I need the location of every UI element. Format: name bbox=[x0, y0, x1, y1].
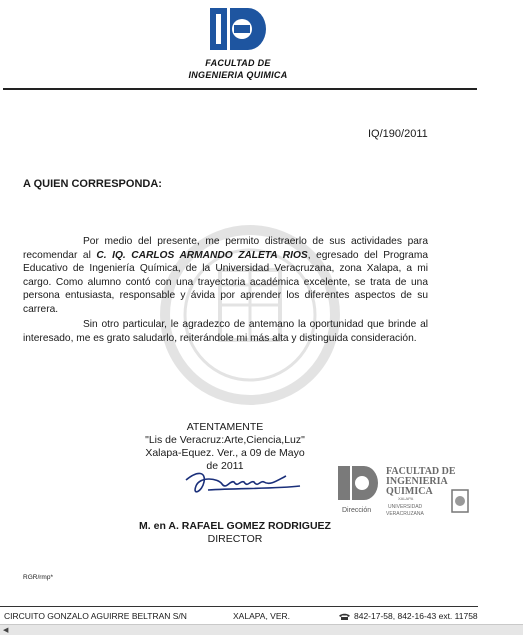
signer-role: DIRECTOR bbox=[207, 533, 263, 545]
closing-motto: "Lis de Veracruz:Arte,Ciencia,Luz" bbox=[145, 434, 305, 446]
horizontal-scrollbar[interactable] bbox=[0, 624, 523, 635]
closing-place-date: Xalapa-Equez. Ver., a 09 de Mayo de 2011 bbox=[145, 447, 305, 472]
svg-text:FACULTAD DE: FACULTAD DE bbox=[386, 466, 456, 477]
svg-text:XALAPA: XALAPA bbox=[398, 496, 414, 501]
footer-divider bbox=[0, 606, 478, 607]
svg-text:INGENIERIA: INGENIERIA bbox=[386, 476, 448, 487]
paragraph-recommendation bbox=[23, 235, 428, 316]
typist-initials: RGR/rmp* bbox=[23, 574, 53, 581]
handwritten-signature-icon bbox=[178, 462, 308, 502]
candidate-name: C. IQ. CARLOS ARMANDO ZALETA RIOS bbox=[96, 249, 308, 261]
header-divider bbox=[3, 88, 477, 90]
footer-phones bbox=[338, 611, 478, 621]
reference-number: IQ/190/2011 bbox=[368, 128, 428, 140]
faculty-name-line2: INGENIERIA QUIMICA bbox=[188, 70, 288, 80]
footer-address: CIRCUITO GONZALO AGUIRRE BELTRAN S/N bbox=[4, 611, 187, 621]
telephone-icon bbox=[338, 613, 351, 620]
scroll-left-arrow-icon[interactable]: ◀ bbox=[3, 627, 9, 634]
svg-text:QUIMICA: QUIMICA bbox=[386, 486, 433, 497]
paragraph-closing bbox=[23, 318, 428, 345]
paragraph-1-body: , egresado del Programa Educativo de Ingeniería Química, de la Universidad Veracruzana, zona Xalapa, a mi cargo. Como alumno contó con una trayectoria académica excelente, se trata de una persona entusiasta, responsable y ávida por aprender los diferentes aspectos de su carrera. bbox=[23, 249, 428, 315]
svg-text:VERACRUZANA: VERACRUZANA bbox=[386, 511, 424, 517]
paragraph-2-text: Sin otro particular, le agradezco de antemano la oportunidad que brinde al interesado, me es grato saludarlo, reiterándole mi más alta y distinguida consideración. bbox=[23, 319, 428, 344]
faculty-name-line1: FACULTAD DE bbox=[205, 58, 271, 68]
footer-phone-numbers: 842-17-58, 842-16-43 ext. 11758 bbox=[354, 611, 478, 621]
signer-name: M. en A. RAFAEL GOMEZ RODRIGUEZ bbox=[139, 520, 331, 532]
faculty-logo-icon bbox=[208, 6, 268, 52]
footer-city: XALAPA, VER. bbox=[233, 611, 291, 621]
paragraph-1-intro: Por medio del presente, me permito distraerlo de sus actividades para recomendar al bbox=[23, 236, 428, 261]
greeting: A QUIEN CORRESPONDA: bbox=[23, 178, 162, 190]
closing-atentamente: ATENTAMENTE bbox=[186, 421, 264, 433]
svg-text:Dirección: Dirección bbox=[342, 507, 372, 514]
svg-text:UNIVERSIDAD: UNIVERSIDAD bbox=[388, 504, 423, 510]
faculty-direction-stamp-icon bbox=[336, 462, 476, 520]
